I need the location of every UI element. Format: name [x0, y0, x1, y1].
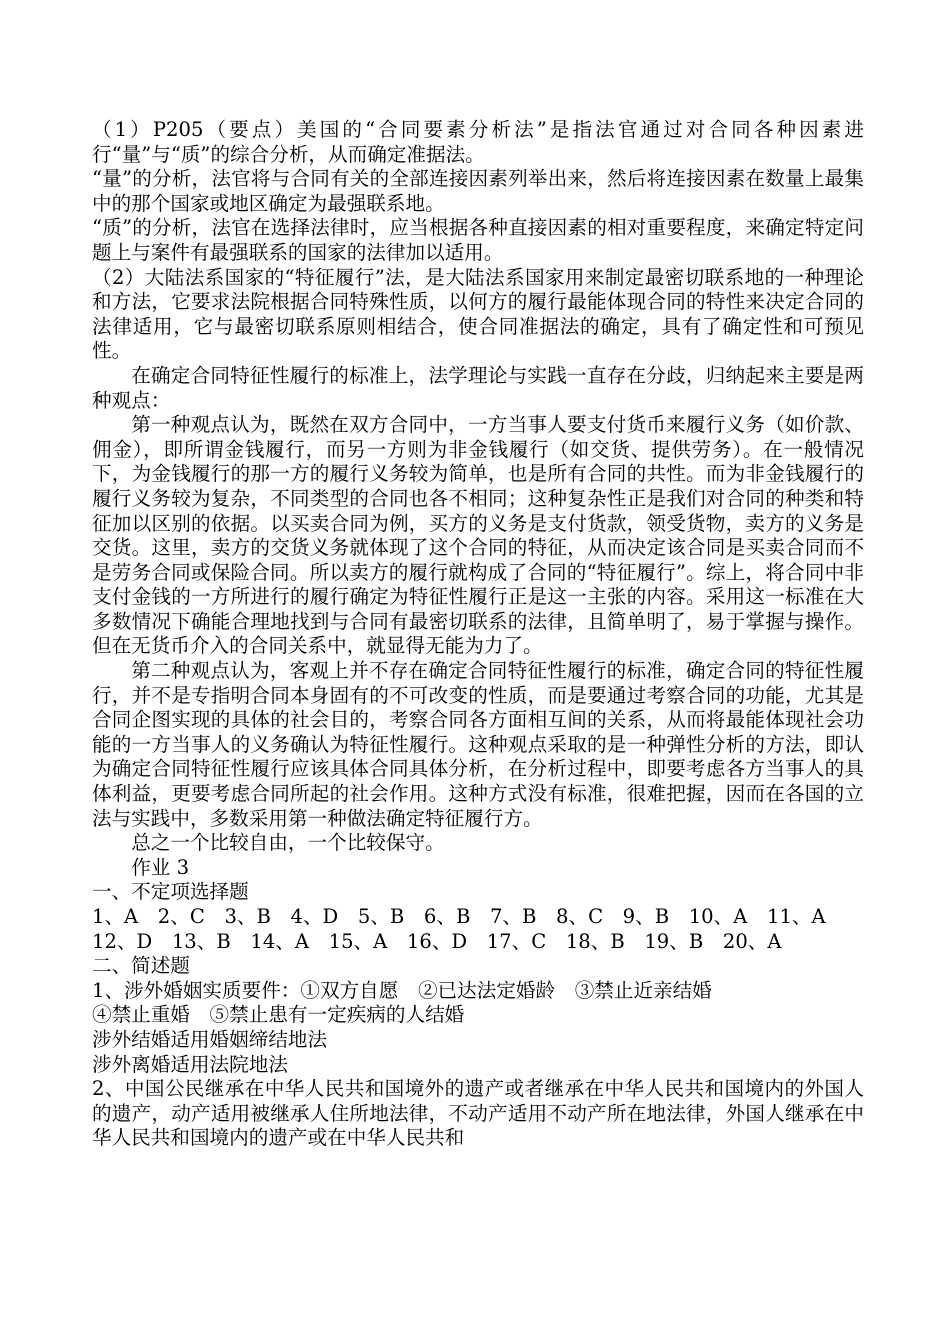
q2-inheritance-text: 2、中国公民继承在中华人民共和国境外的遗产或者继承在中华人民共和国境内的外国人的遗产，动产适用被继承人住所地法律，不动产适用不动产所在地法律，外国人继承在中华人民共和国境内的遗产或在中华人民共和	[92, 1077, 864, 1150]
section-short-answer-title: 二、简述题	[92, 954, 190, 978]
paragraph-quality-analysis: “质”的分析，法官在选择法律时，应当根据各种直接因素的相对重要程度，来确定特定问题上与案件有最强联系的国家的法律加以适用。	[92, 216, 864, 264]
section-multiple-choice-title: 一、不定项选择题	[92, 880, 249, 904]
homework-heading: 作业 3	[131, 855, 190, 879]
q1-requirements-line-2: ④禁止重婚 ⑤禁止患有一定疾病的人结婚	[92, 1003, 465, 1027]
paragraph-contract-element-analysis: （1）P205（要点）美国的“合同要素分析法”是指法官通过对合同各种因素进行“量”与“质”的综合分析，从而确定准据法。	[92, 118, 864, 166]
paragraph-second-view: 第二种观点认为，客观上并不存在确定合同特征性履行的标准，确定合同的特征性履行，并不是专指明合同本身固有的不可改变的性质，而是要通过考察合同的功能，尤其是合同企图实现的具体的社会目的，考察合同各方面相互间的关系，从而将最能体现社会功能的一方当事人的义务确认为特征性履行。这种观点采取的是一种弹性分析的方法，即认为确定合同特征性履行应该具体合同具体分析，在分析过程中，即要考虑各方当事人的具体利益，更要考虑合同所起的社会作用。这种方式没有标准，很难把握，因而在各国的立法与实践中，多数采用第一种做法确定特征履行方。	[92, 659, 864, 830]
paragraph-two-views-intro: 在确定合同特征性履行的标准上，法学理论与实践一直存在分歧，归纳起来主要是两种观点：	[92, 363, 864, 412]
document-page	[92, 118, 864, 1151]
paragraph-characteristic-performance: （2）大陆法系国家的“特征履行”法，是大陆法系国家用来制定最密切联系地的一种理论和方法，它要求法院根据合同特殊性质，以何方的履行最能体现合同的特性来决定合同的法律适用，它与最密切联系原则相结合，使合同准据法的确定，具有了确定性和可预见性。	[92, 265, 864, 363]
paragraph-quantity-analysis: “量”的分析，法官将与合同有关的全部连接因素列举出来，然后将连接因素在数量上最集中的那个国家或地区确定为最强联系地。	[92, 167, 864, 215]
q1-marriage-law: 涉外结婚适用婚姻缔结地法	[92, 1027, 328, 1051]
answers-row-1: 1、A 2、C 3、B 4、D 5、B 6、B 7、B 8、C 9、B 10、A 11、A	[92, 905, 826, 928]
answers-row-2: 12、D 13、B 14、A 15、A 16、D 17、C 18、B 19、B 20、A	[92, 929, 782, 953]
q1-divorce-law: 涉外离婚适用法院地法	[92, 1052, 288, 1076]
q1-requirements-line-1: 1、涉外婚姻实质要件：①双方自愿 ②已达法定婚龄 ③禁止近亲结婚	[92, 978, 712, 1002]
paragraph-first-view: 第一种观点认为，既然在双方合同中，一方当事人要支付货币来履行义务（如价款、佣金），即所谓金钱履行，而另一方则为非金钱履行（如交货、提供劳务）。在一般情况下，为金钱履行的那一方的履行义务较为简单，也是所有合同的共性。而为非金钱履行的履行义务较为复杂，不同类型的合同也各不相同；这种复杂性正是我们对合同的种类和特征加以区别的依据。以买卖合同为例，买方的义务是支付货款，领受货物，卖方的义务是交货。这里，卖方的交货义务就体现了这个合同的特征，从而决定该合同是买卖合同而不是劳务合同或保险合同。所以卖方的履行就构成了合同的“特征履行”。综上，将合同中非支付金钱的一方所进行的履行确定为特征性履行正是这一主张的内容。采用这一标准在大多数情况下确能合理地找到与合同有最密切联系的法律，且简单明了，易于掌握与操作。但在无货币介入的合同关系中，就显得无能为力了。	[92, 413, 864, 658]
paragraph-summary: 总之一个比较自由，一个比较保守。	[131, 831, 445, 855]
